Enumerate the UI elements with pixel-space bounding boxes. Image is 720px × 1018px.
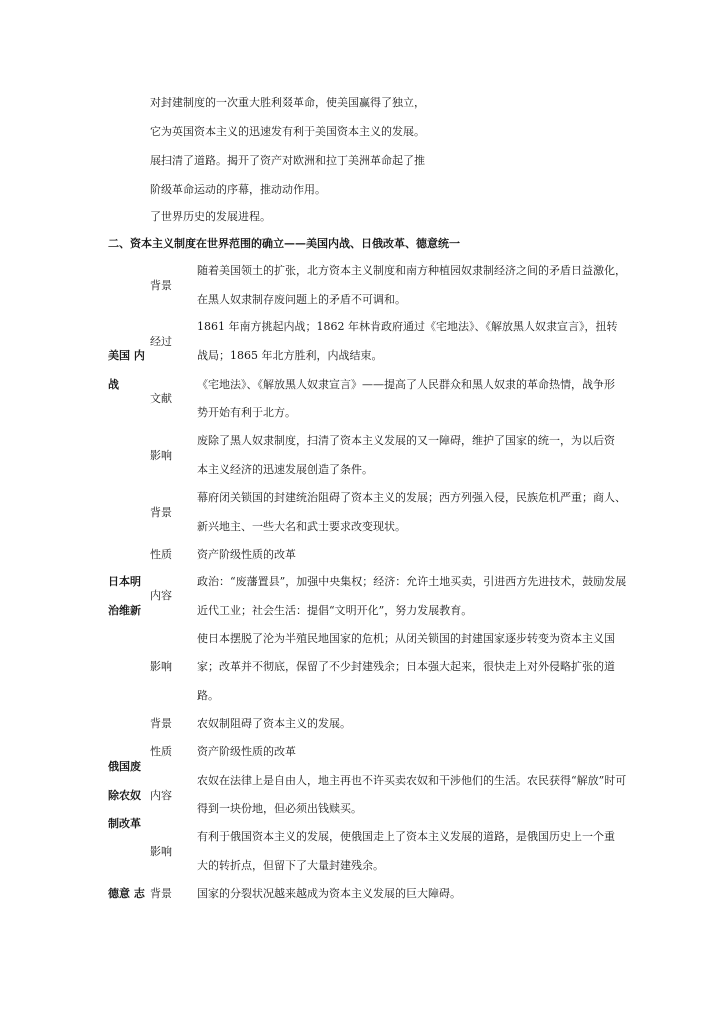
us-course-text-2: 战局；1865 年北方胜利，内战结束。	[197, 349, 383, 362]
us-civil-war-title-2: 战	[108, 378, 119, 391]
russia-impact-text-2: 大的转折点，但留下了大量封建残余。	[197, 859, 384, 872]
meiji-title-2: 治维新	[108, 604, 141, 617]
meiji-impact-text-3: 路。	[197, 689, 219, 702]
us-course-label: 经过	[150, 335, 172, 348]
us-bg-text-2: 在黑人奴隶制存废问题上的矛盾不可调和。	[197, 293, 406, 306]
russia-title-1: 俄国废	[108, 760, 141, 773]
meiji-impact-text-2: 家；改革并不彻底，保留了不少封建残余；日本强大起来，很快走上对外侵略扩张的道	[197, 660, 615, 673]
intro-line-3: 展扫清了道路。揭开了资产对欧洲和拉丁美洲革命起了推	[150, 154, 425, 167]
us-doc-text-2: 势开始有利于北方。	[197, 406, 296, 419]
meiji-bg-text-1: 幕府闭关锁国的封建统治阻碍了资本主义的发展；西方列强入侵，民族危机严重；商人、	[197, 491, 626, 504]
meiji-bg-text-2: 新兴地主、一些大名和武士要求改变现状。	[197, 520, 406, 533]
us-course-text-1: 1861 年南方挑起内战；1862 年林肯政府通过《宅地法》、《解放黑人奴隶宣言》，扭转	[197, 320, 618, 333]
germany-bg-text: 国家的分裂状况越来越成为资本主义发展的巨大障碍。	[197, 887, 461, 900]
meiji-nature-text: 资产阶级性质的改革	[197, 548, 296, 561]
russia-title-2: 除农奴	[108, 789, 141, 802]
meiji-bg-label: 背景	[150, 506, 172, 519]
us-impact-text-2: 本主义经济的迅速发展创造了条件。	[197, 463, 373, 476]
russia-nature-text: 资产阶级性质的改革	[197, 745, 296, 758]
section-heading: 二、资本主义制度在世界范围的确立——美国内战、日俄改革、德意统一	[108, 237, 460, 250]
meiji-content-text-1: 政治：“废藩置县”，加强中央集权；经济：允许土地买卖，引进西方先进技术，鼓励发展	[197, 575, 627, 588]
intro-line-1: 对封建制度的一次重大胜利叕革命，使美国赢得了独立，	[150, 96, 425, 109]
intro-line-2: 它为英国资本主义的迅速发有利于美国资本主义的发展。	[150, 125, 425, 138]
russia-impact-text-1: 有利于俄国资本主义的发展，使俄国走上了资本主义发展的道路，是俄国历史上一个重	[197, 830, 615, 843]
intro-line-5: 了世界历史的发展进程。	[150, 210, 271, 223]
russia-bg-text: 农奴制阻碍了资本主义的发展。	[197, 717, 351, 730]
meiji-content-label: 内容	[150, 589, 172, 602]
us-civil-war-title-1: 美国 内	[108, 349, 145, 362]
russia-impact-label: 影响	[150, 845, 172, 858]
germany-bg-label: 背景	[150, 887, 172, 900]
germany-title-1: 德意 志	[108, 887, 145, 900]
us-impact-label: 影响	[150, 449, 172, 462]
russia-bg-label: 背景	[150, 717, 172, 730]
us-bg-label: 背景	[150, 279, 172, 292]
meiji-content-text-2: 近代工业；社会生活：提倡“文明开化”，努力发展教育。	[197, 604, 473, 617]
us-doc-text-1: 《宅地法》、《解放黑人奴隶宣言》——提高了人民群众和黑人奴隶的革命热情，战争形	[197, 378, 615, 391]
meiji-title-1: 日本明	[108, 575, 141, 588]
intro-line-4: 阶级革命运动的序幕，推动动作用。	[150, 183, 326, 196]
meiji-impact-label: 影响	[150, 660, 172, 673]
us-bg-text-1: 随着美国领土的扩张，北方资本主义制度和南方种植园奴隶制经济之间的矛盾日益激化，	[197, 264, 626, 277]
meiji-nature-label: 性质	[150, 548, 172, 561]
russia-nature-label: 性质	[150, 745, 172, 758]
us-impact-text-1: 废除了黑人奴隶制度，扫清了资本主义发展的又一障碍，维护了国家的统一，为以后资	[197, 434, 615, 447]
russia-title-3: 制改革	[108, 817, 141, 830]
russia-content-text-2: 得到一块份地，但必须出钱赎买。	[197, 802, 362, 815]
us-doc-label: 文献	[150, 392, 172, 405]
russia-content-text-1: 农奴在法律上是自由人，地主再也不许买卖农奴和干涉他们的生活。农民获得“解放”时可	[197, 774, 627, 787]
russia-content-label: 内容	[150, 789, 172, 802]
meiji-impact-text-1: 使日本摆脱了沦为半殖民地国家的危机；从闭关锁国的封建国家逐步转变为资本主义国	[197, 632, 615, 645]
